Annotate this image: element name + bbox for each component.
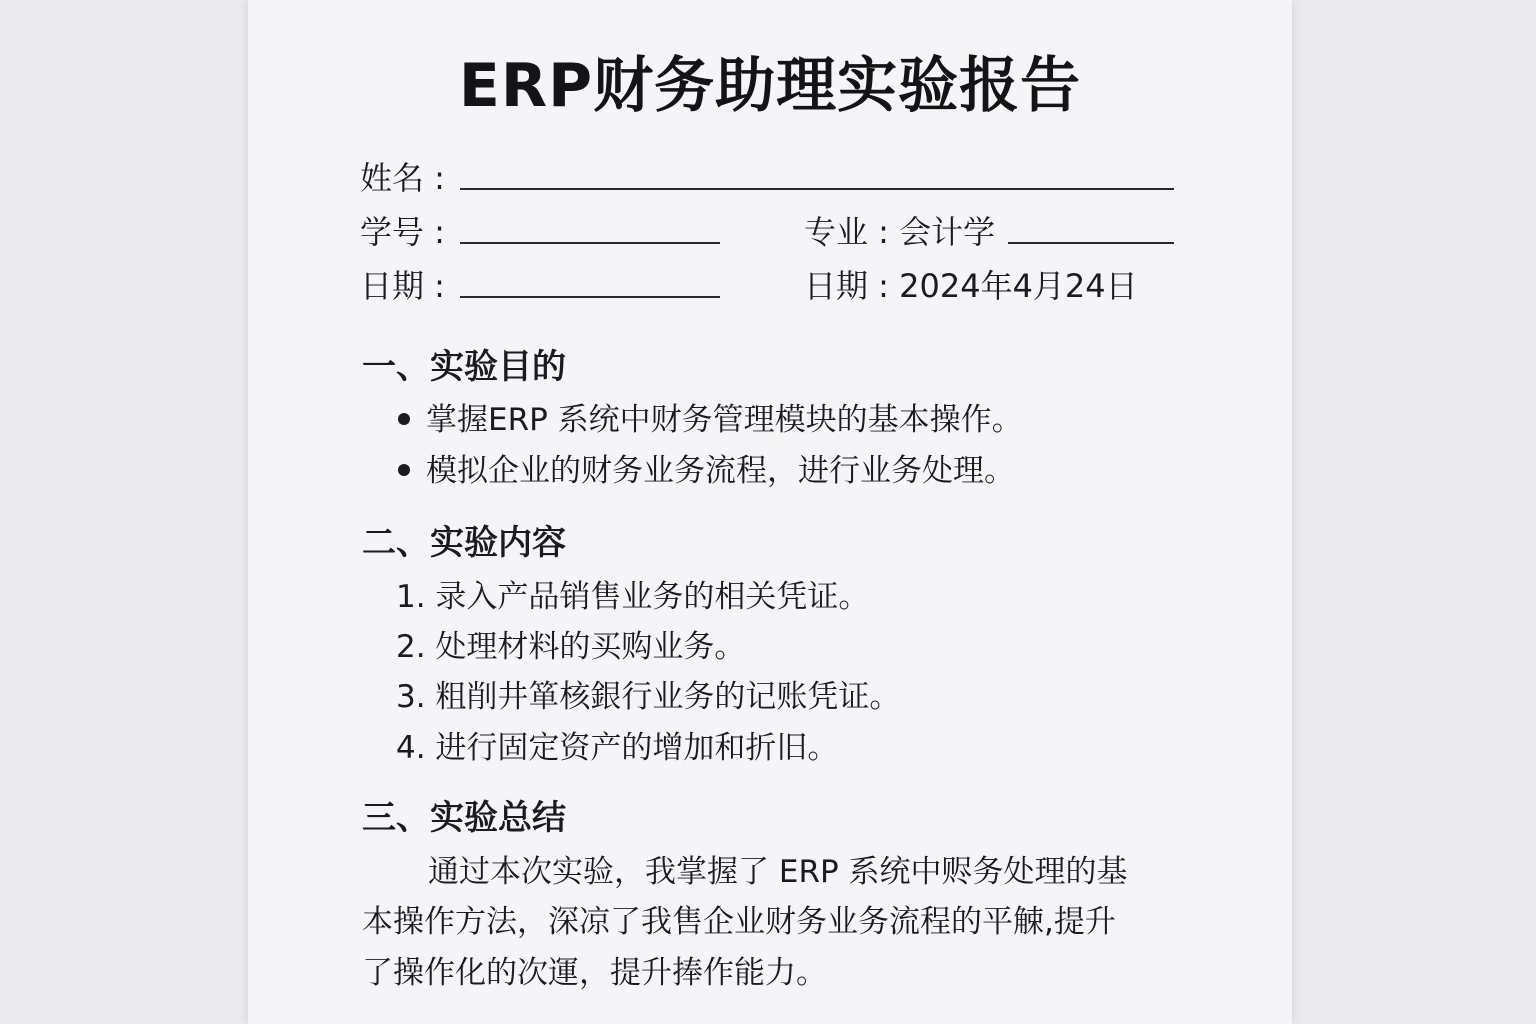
purpose-item-text: 模拟企业的财务业务流程，进行业务处理。 bbox=[426, 453, 1015, 489]
bullet-dot-icon bbox=[398, 464, 410, 476]
content-item: 2. 处理材料的买购业务。 bbox=[396, 629, 746, 665]
purpose-item-text: 掌握ERP 系统中财务管理模块的基本操作。 bbox=[426, 402, 1023, 438]
student-id-field[interactable] bbox=[460, 242, 720, 244]
report-title: ERP财务助理实验报告 bbox=[458, 51, 1082, 121]
summary-line: 通过本次实验，我掌握了 ERP 系统中赆务处理的基 bbox=[428, 854, 1128, 890]
content-item: 1. 录入产品销售业务的相关凭证。 bbox=[396, 579, 870, 615]
date-field[interactable] bbox=[460, 296, 720, 298]
major-label: 专业 : 会计学 bbox=[804, 213, 996, 251]
date-value: 日期 : 2024年4月24日 bbox=[804, 267, 1138, 305]
bullet-dot-icon bbox=[398, 413, 410, 425]
name-field[interactable] bbox=[460, 188, 1174, 190]
summary-line: 了操作化的次運，提升捧作能力。 bbox=[362, 955, 827, 991]
section-heading-content: 二、实验内容 bbox=[362, 523, 566, 563]
list-item bbox=[398, 451, 1015, 491]
name-label: 姓名 : bbox=[360, 159, 445, 197]
major-field[interactable] bbox=[1008, 242, 1174, 244]
content-item: 3. 粗削井箪核銀行业务的记账凭证。 bbox=[396, 679, 901, 715]
date-label: 日期 : bbox=[360, 267, 445, 305]
section-heading-purpose: 一、实验目的 bbox=[362, 347, 566, 387]
summary-line: 本操作方法，深凉了我售企业财务业务流程的平觫,提升 bbox=[362, 904, 1116, 940]
section-heading-summary: 三、实验总结 bbox=[362, 798, 566, 838]
list-item bbox=[398, 400, 1023, 440]
student-id-label: 学号 : bbox=[360, 213, 445, 251]
content-item: 4. 进行固定资产的增加和折旧。 bbox=[396, 730, 839, 766]
report-page bbox=[248, 0, 1292, 1024]
